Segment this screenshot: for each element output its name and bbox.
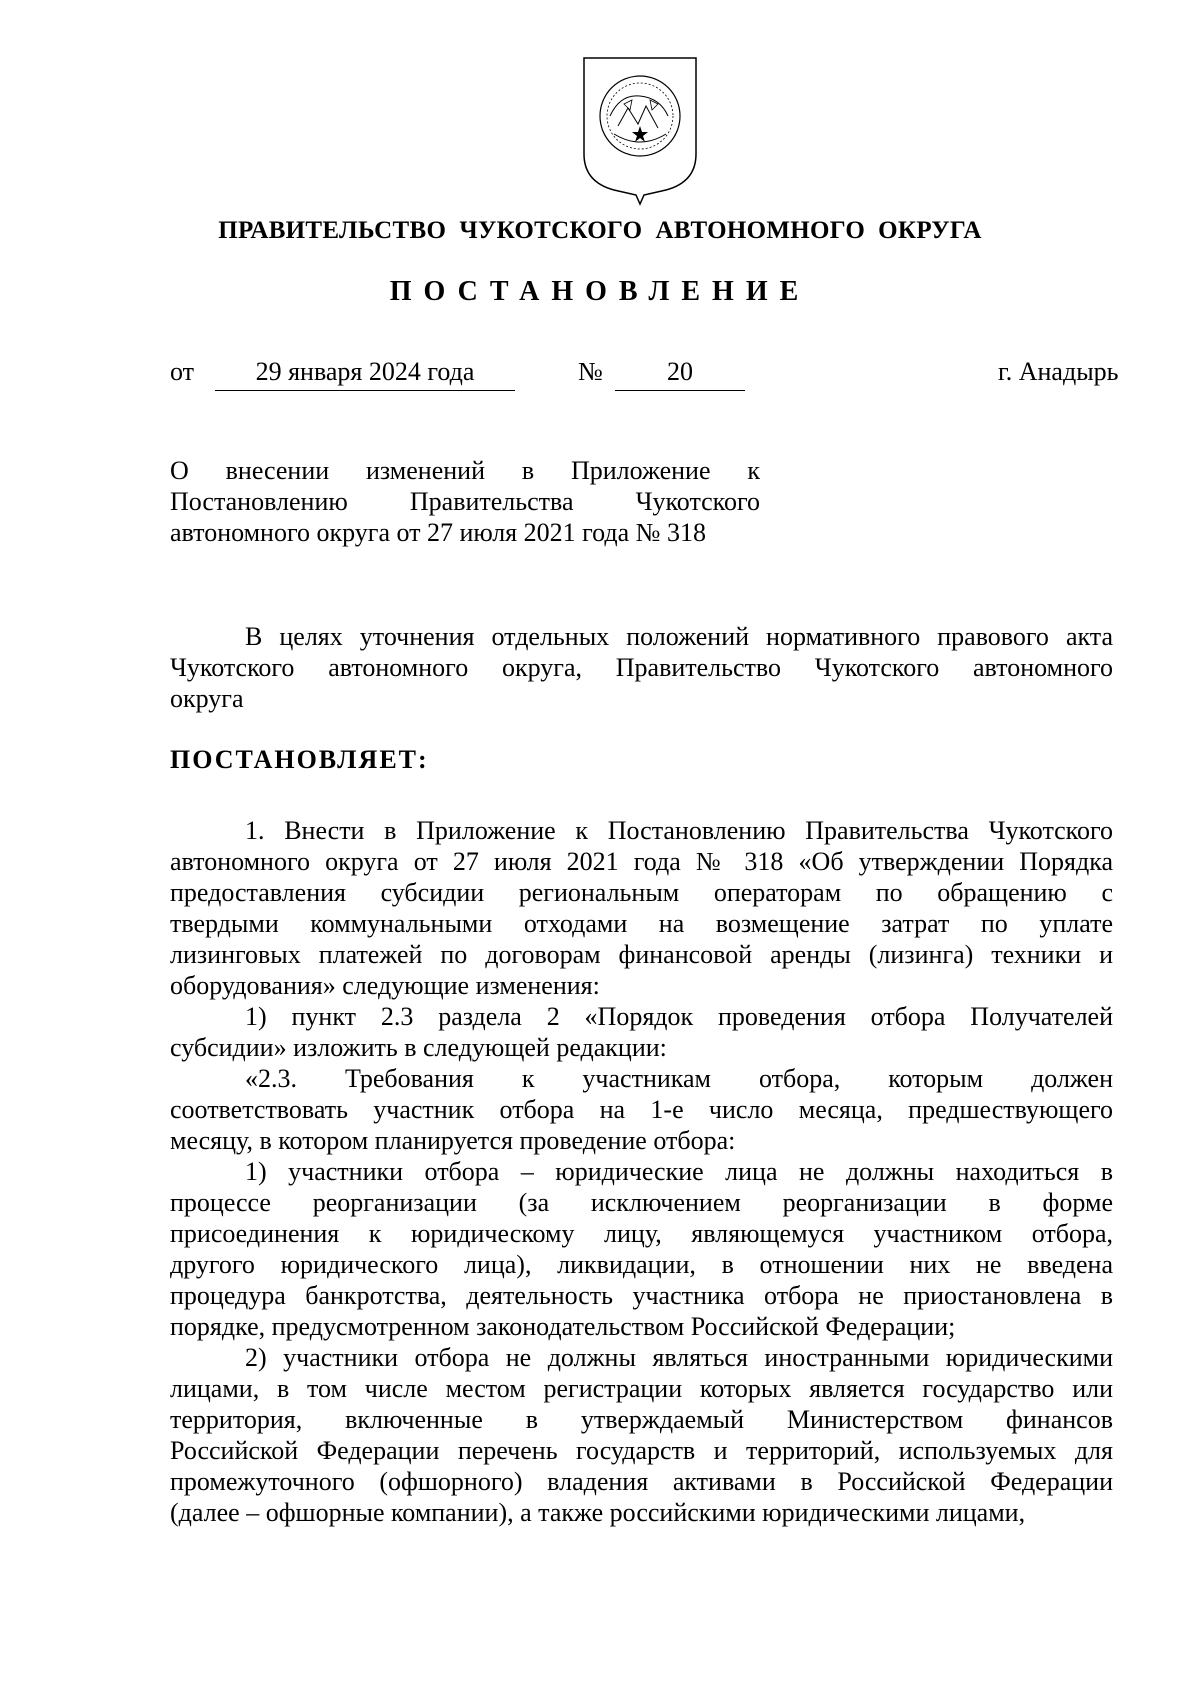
preamble-line: округа	[170, 684, 244, 713]
subject-line: Постановлению Правительства Чукотского	[170, 487, 760, 516]
body-line: 2) участники отбора не должны являться иностранными юридическими	[245, 1343, 1113, 1372]
body-line: соответствовать участник отбора на 1-е число месяца, предшествующего	[170, 1095, 1113, 1124]
body-line: процессе реорганизации (за исключением реорганизации в форме	[170, 1188, 1113, 1217]
document-number: 20	[615, 357, 745, 391]
body-line: территория, включенные в утверждаемый Министерством финансов	[170, 1405, 1113, 1434]
document-city: г. Анадырь	[998, 357, 1119, 386]
body-line: Российской Федерации перечень государств и территорий, используемых для	[170, 1436, 1113, 1465]
body-line: лизинговых платежей по договорам финансовой аренды (лизинга) техники и	[170, 940, 1113, 969]
body-line: другого юридического лица), ликвидации, в отношении них не введена	[170, 1250, 1113, 1279]
body-line: 1) пункт 2.3 раздела 2 «Порядок проведения отбора Получателей	[245, 1002, 1113, 1031]
preamble	[170, 621, 1113, 714]
body-line: месяцу, в котором планируется проведение отбора:	[170, 1126, 736, 1155]
body-line: промежуточного (офшорного) владения активами в Российской Федерации	[170, 1467, 1113, 1496]
body-line: (далее – офшорные компании), а также российскими юридическими лицами,	[170, 1498, 1026, 1527]
document-subject	[170, 455, 760, 548]
body-line: предоставления субсидии региональным операторам по обращению с	[170, 878, 1113, 907]
body-line: лицами, в том числе местом регистрации которых является государство или	[170, 1374, 1113, 1403]
government-title: ПРАВИТЕЛЬСТВО ЧУКОТСКОГО АВТОНОМНОГО ОКРУГА	[218, 217, 982, 244]
document-body	[170, 815, 1113, 1528]
body-line: оборудования» следующие изменения:	[170, 971, 600, 1000]
preamble-line: В целях уточнения отдельных положений нормативного правового акта	[245, 622, 1113, 651]
document-meta-row	[0, 357, 1200, 393]
body-line: 1) участники отбора – юридические лица не должны находиться в	[245, 1157, 1113, 1186]
body-line: процедура банкротства, деятельность участника отбора не приостановлена в	[170, 1281, 1113, 1310]
coat-of-arms-icon	[580, 54, 700, 208]
body-line: автономного округа от 27 июля 2021 года № 318 «Об утверждении Порядка	[170, 847, 1113, 876]
document-type-title: ПОСТАНОВЛЕНИЕ	[389, 276, 811, 307]
number-label: №	[578, 357, 603, 386]
body-line: 1. Внести в Приложение к Постановлению Правительства Чукотского	[245, 816, 1113, 845]
resolves-heading: ПОСТАНОВЛЯЕТ:	[170, 745, 429, 774]
body-line: присоединения к юридическому лицу, являющемуся участником отбора,	[170, 1219, 1113, 1248]
body-line: твердыми коммунальными отходами на возмещение затрат по уплате	[170, 909, 1113, 938]
preamble-line: Чукотского автономного округа, Правительство Чукотского автономного	[170, 653, 1113, 682]
subject-line: автономного округа от 27 июля 2021 года № 318	[170, 518, 706, 547]
body-line: субсидии» изложить в следующей редакции:	[170, 1033, 667, 1062]
body-line: «2.3. Требования к участникам отбора, которым должен	[245, 1064, 1113, 1093]
document-date: 29 января 2024 года	[215, 357, 515, 391]
subject-line: О внесении изменений в Приложение к	[170, 456, 760, 485]
date-label: от	[170, 357, 195, 386]
body-line: порядке, предусмотренном законодательством Российской Федерации;	[170, 1312, 956, 1341]
